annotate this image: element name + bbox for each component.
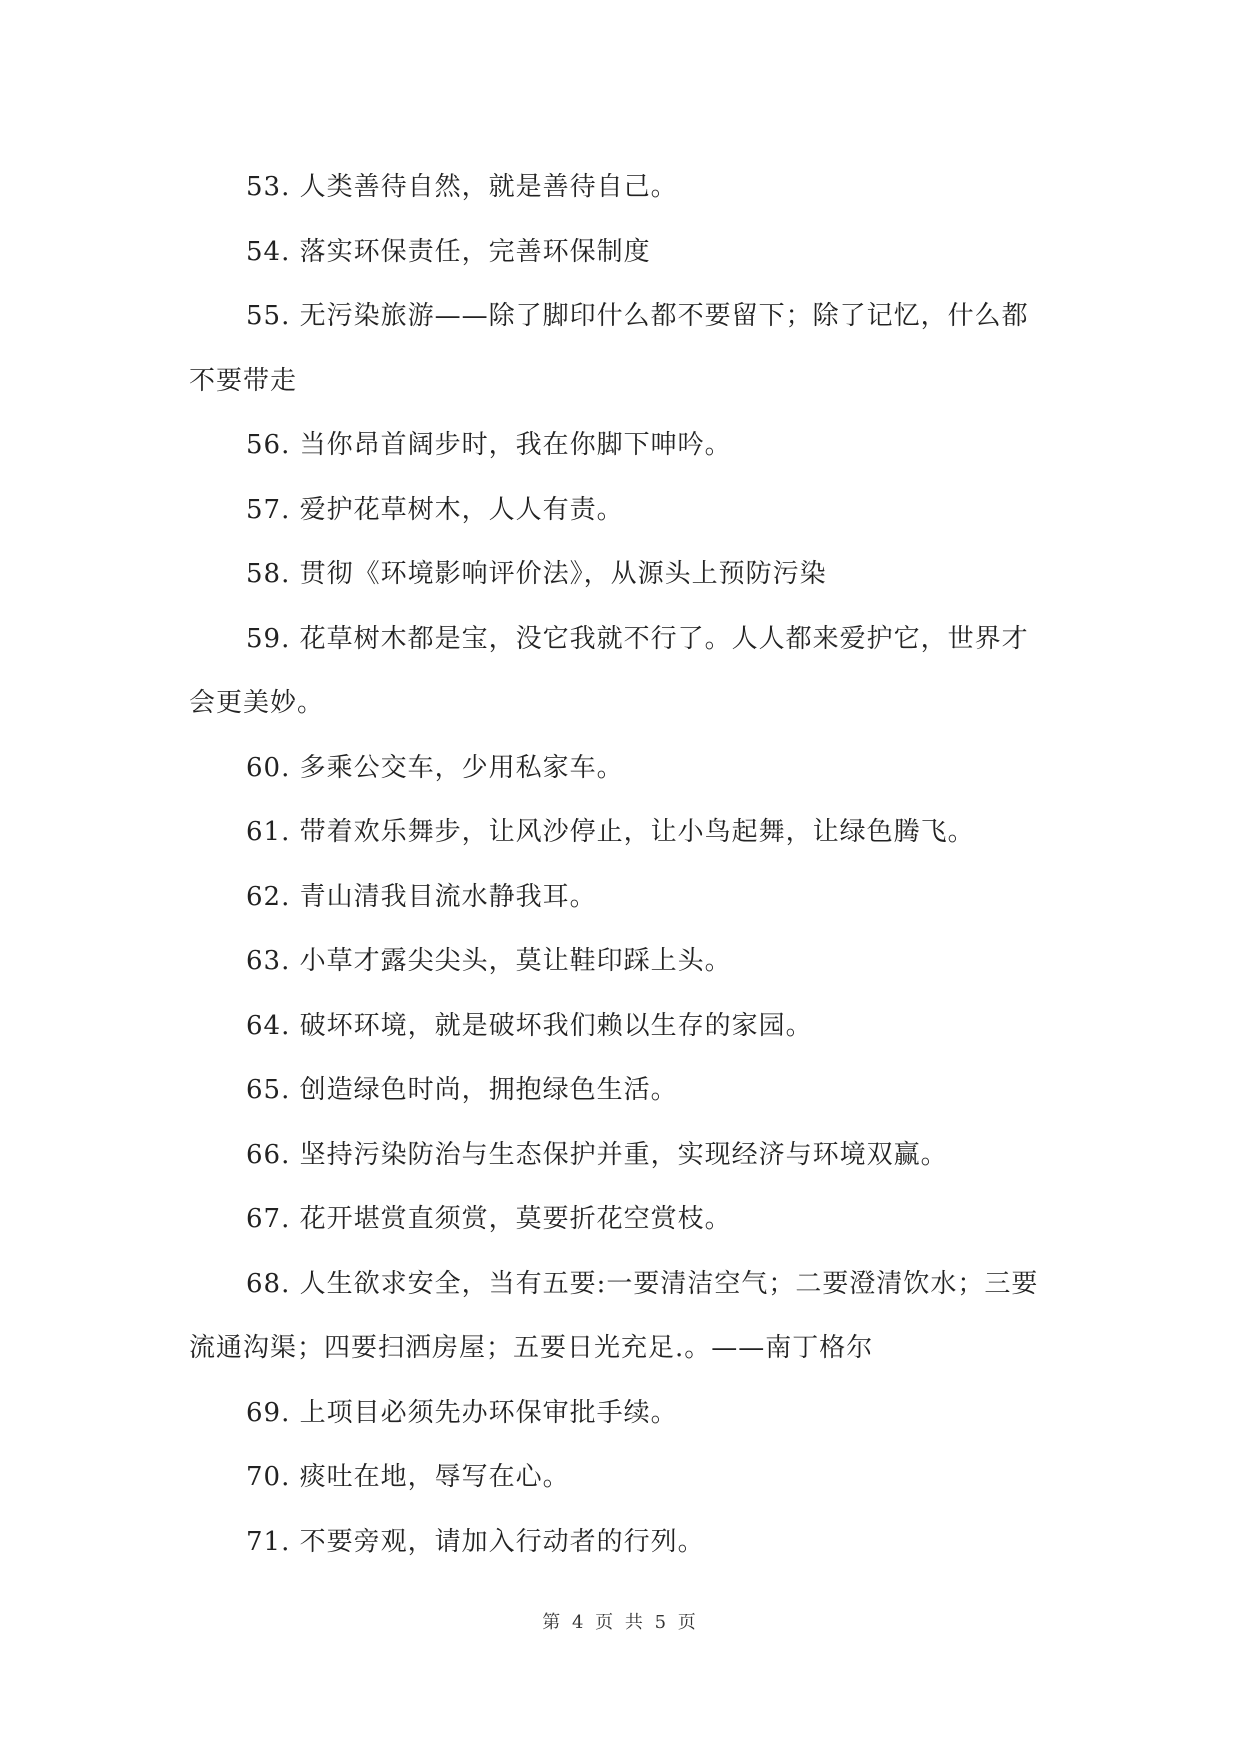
list-item: 67. 花开堪赏直须赏，莫要折花空赏枝。 <box>246 1204 732 1234</box>
list-item: 69. 上项目必须先办环保审批手续。 <box>246 1397 678 1428</box>
list-item: 56. 当你昂首阔步时，我在你脚下呻吟。 <box>246 430 732 460</box>
list-item: 66. 坚持污染防治与生态保护并重，实现经济与环境双赢。 <box>246 1139 948 1170</box>
list-item: 53. 人类善待自然，就是善待自己。 <box>246 172 678 202</box>
list-item: 68. 人生欲求安全，当有五要:一要清洁空气；二要澄清饮水；三要流通沟渠；四要扫洒房屋；五要日光充足.。——南丁格尔 <box>189 1268 1039 1363</box>
list-item: 64. 破坏环境，就是破坏我们赖以生存的家园。 <box>246 1010 813 1041</box>
list-item: 55. 无污染旅游——除了脚印什么都不要留下；除了记忆，什么都不要带走 <box>189 301 1029 396</box>
list-item: 54. 落实环保责任，完善环保制度 <box>246 236 651 267</box>
list-item: 62. 青山清我目流水静我耳。 <box>246 881 597 912</box>
list-item: 60. 多乘公交车，少用私家车。 <box>246 752 624 783</box>
list-item: 71. 不要旁观，请加入行动者的行列。 <box>246 1526 705 1557</box>
page-footer <box>0 1608 1241 1634</box>
page-number: 第 4 页 共 5 页 <box>542 1612 699 1633</box>
list-item: 61. 带着欢乐舞步，让风沙停止，让小鸟起舞，让绿色腾飞。 <box>246 817 975 847</box>
list-item: 70. 痰吐在地，辱写在心。 <box>246 1462 570 1492</box>
list-item: 58. 贯彻《环境影响评价法》，从源头上预防污染 <box>246 559 827 589</box>
list-item: 57. 爱护花草树木，人人有责。 <box>246 494 624 525</box>
list-item: 65. 创造绿色时尚，拥抱绿色生活。 <box>246 1075 678 1105</box>
slogan-list <box>189 155 1051 1574</box>
list-item: 59. 花草树木都是宝，没它我就不行了。人人都来爱护它，世界才会更美妙。 <box>189 623 1029 718</box>
list-item: 63. 小草才露尖尖头，莫让鞋印踩上头。 <box>246 946 732 976</box>
